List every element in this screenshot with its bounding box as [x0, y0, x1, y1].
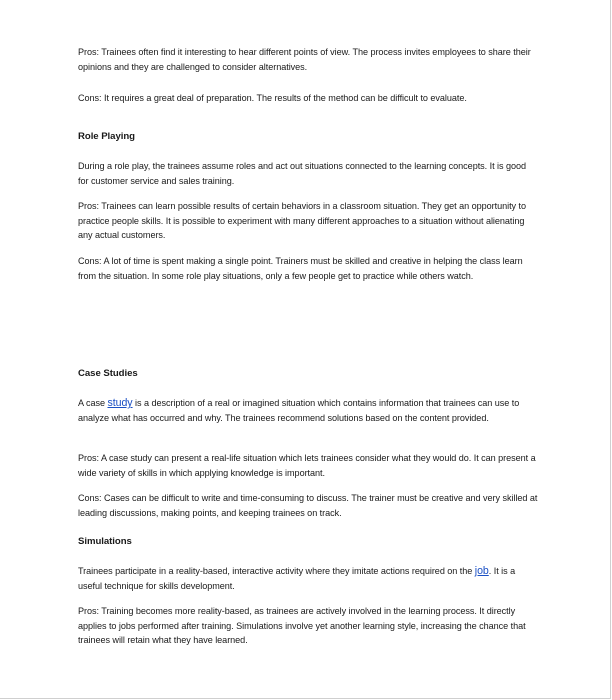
- case-desc-text-end: is a description of a real or imagined situation which contains information that trainees can use to analyze what has occurred and why. The trainees recommend solutions based on the content provided.: [78, 398, 520, 423]
- role-playing-cons: Cons: A lot of time is spent making a single point. Trainers must be skilled and creative in helping the class learn from the situation. In some role play situations, only a few people get to practice while others watch.: [78, 256, 523, 281]
- case-desc-text-start: A case: [78, 398, 108, 408]
- role-playing-description: During a role play, the trainees assume roles and act out situations connected to the learning concepts. It is good for customer service and sales training.: [78, 161, 527, 186]
- case-studies-heading: Case Studies: [78, 368, 138, 379]
- simulations-description: [78, 564, 538, 593]
- role-playing-heading: Role Playing: [78, 131, 135, 142]
- sim-desc-text-start: Trainees participate in a reality-based, interactive activity where they imitate actions required on the: [78, 566, 475, 576]
- simulations-pros: Pros: Training becomes more reality-based, as trainees are actively involved in the learning process. It directly applies to jobs performed after training. Simulations involve yet another learning style, increasing the chance that trainees will retain what they have learned.: [78, 606, 526, 646]
- role-playing-pros: Pros: Trainees can learn possible results of certain behaviors in a classroom situation. They get an opportunity to practice people skills. It is possible to experiment with many different approaches to a situation without alienating any actual customers.: [78, 201, 527, 241]
- job-link[interactable]: job: [474, 565, 489, 577]
- case-studies-cons: Cons: Cases can be difficult to write and time-consuming to discuss. The trainer must be creative and very skilled at leading discussions, making points, and keeping trainees on track.: [78, 493, 538, 518]
- case-studies-description: [78, 396, 538, 425]
- simulations-heading: Simulations: [78, 536, 132, 547]
- study-link[interactable]: study: [107, 397, 133, 409]
- case-studies-pros: Pros: A case study can present a real-life situation which lets trainees consider what they would do. It can present a wide variety of skills in which applying knowledge is important.: [78, 453, 536, 478]
- pros-paragraph: Pros: Trainees often find it interesting to hear different points of view. The process invites employees to share their opinions and they are challenged to consider alternatives.: [78, 47, 531, 72]
- sim-desc-text-end: . It is a useful technique for skills development.: [78, 566, 516, 591]
- cons-paragraph: Cons: It requires a great deal of preparation. The results of the method can be difficult to evaluate.: [78, 93, 467, 103]
